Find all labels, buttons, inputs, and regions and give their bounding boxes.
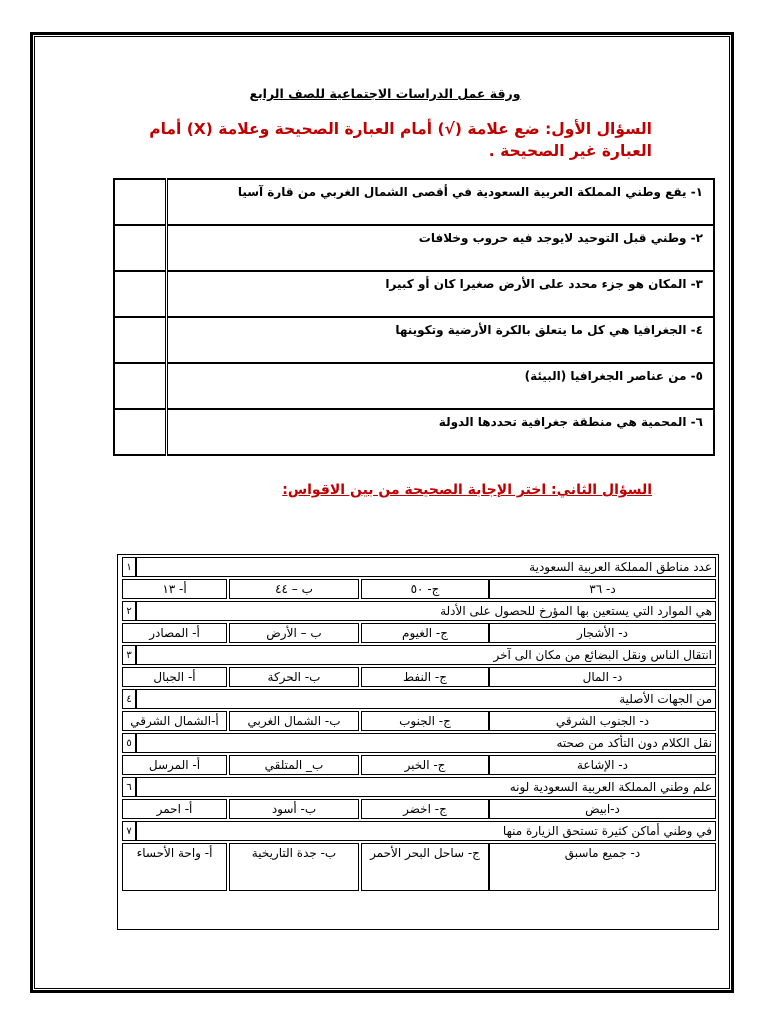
statement-row [114, 225, 714, 271]
question-text: نقل الكلام دون التأكد من صحته [136, 733, 716, 753]
statement-text: ٤- الجغرافيا هي كل ما يتعلق بالكرة الأرضية وتكوينها [167, 317, 715, 363]
option-b[interactable]: ب – الأرض [229, 623, 359, 643]
question-number: ٣ [122, 645, 136, 665]
answer-box[interactable] [114, 409, 167, 455]
mcq-options-row [120, 623, 716, 643]
statement-row [114, 363, 714, 409]
statement-text: ٣- المكان هو جزء محدد على الأرض صغيرا كان أو كبيرا [167, 271, 715, 317]
option-c[interactable]: ج- ٥٠ [361, 579, 489, 599]
question-number: ١ [122, 557, 136, 577]
question-number: ٧ [122, 821, 136, 841]
statement-row [114, 271, 714, 317]
answer-box[interactable] [114, 271, 167, 317]
option-c[interactable]: ج- ساحل البحر الأحمر [361, 843, 489, 891]
answer-box[interactable] [114, 225, 167, 271]
mcq-question-row [120, 821, 716, 841]
mcq-question-row [120, 557, 716, 577]
question-text: من الجهات الأصلية [136, 689, 716, 709]
option-a[interactable]: أ- الجبال [122, 667, 227, 687]
question-text: في وطني أماكن كثيرة تستحق الزيارة منها [136, 821, 716, 841]
option-a[interactable]: أ- واحة الأحساء [122, 843, 227, 891]
option-d[interactable]: د- جميع ماسبق [489, 843, 716, 891]
option-b[interactable]: ب – ٤٤ [229, 579, 359, 599]
question-number: ٢ [122, 601, 136, 621]
question-text: انتقال الناس ونقل البضائع من مكان الى آخر [136, 645, 716, 665]
option-d[interactable]: د- ٣٦ [489, 579, 716, 599]
question-number: ٦ [122, 777, 136, 797]
mcq-options-row [120, 843, 716, 891]
option-d[interactable]: د- الإشاعة [489, 755, 716, 775]
question1-heading: السؤال الأول: ضع علامة (√) أمام العبارة الصحيحة وعلامة (X) أمام العبارة غير الصحيحة . [149, 120, 652, 160]
mcq-options-row [120, 755, 716, 775]
option-d[interactable]: د- المال [489, 667, 716, 687]
option-a[interactable]: أ-الشمال الشرقي [122, 711, 227, 731]
question-text: علم وطني المملكة العربية السعودية لونه [136, 777, 716, 797]
statement-row [114, 409, 714, 455]
option-b[interactable]: ب- الشمال الغربي [229, 711, 359, 731]
mcq-question-row [120, 645, 716, 665]
mcq-options-row [120, 579, 716, 599]
statement-text: ٦- المحمية هي منطقة جغرافية تحددها الدولة [167, 409, 715, 455]
option-b[interactable]: ب- الحركة [229, 667, 359, 687]
option-a[interactable]: أ- المصادر [122, 623, 227, 643]
mcq-options-row [120, 667, 716, 687]
question-text: عدد مناطق المملكة العربية السعودية [136, 557, 716, 577]
option-d[interactable]: د- الأشجار [489, 623, 716, 643]
statement-row [114, 179, 714, 225]
option-b[interactable]: ب- جدة التاريخية [229, 843, 359, 891]
option-a[interactable]: أ- احمر [122, 799, 227, 819]
statement-text: ٥- من عناصر الجغرافيا (البيئة) [167, 363, 715, 409]
mcq-question-row [120, 689, 716, 709]
answer-box[interactable] [114, 317, 167, 363]
option-c[interactable]: ج- اخضر [361, 799, 489, 819]
question2-table [117, 554, 719, 930]
option-c[interactable]: ج- النفط [361, 667, 489, 687]
question1-table [113, 178, 715, 456]
question-text: هي الموارد التي يستعين بها المؤرخ للحصول على الأدلة [136, 601, 716, 621]
mcq-question-row [120, 777, 716, 797]
answer-box[interactable] [114, 363, 167, 409]
worksheet-title: ورقة عمل الدراسات الاجتماعية للصف الرابع [249, 86, 521, 101]
mcq-options-row [120, 799, 716, 819]
question2-heading: السؤال الثاني: اختر الإجابة الصحيحة من بين الاقواس: [282, 482, 652, 498]
option-c[interactable]: ج- الجنوب [361, 711, 489, 731]
option-a[interactable]: أ- المرسل [122, 755, 227, 775]
option-c[interactable]: ج- الخبر [361, 755, 489, 775]
statement-row [114, 317, 714, 363]
answer-box[interactable] [114, 179, 167, 225]
option-c[interactable]: ج- الغيوم [361, 623, 489, 643]
mcq-question-row [120, 601, 716, 621]
question-number: ٤ [122, 689, 136, 709]
option-b[interactable]: ب- أسود [229, 799, 359, 819]
mcq-options-row [120, 711, 716, 731]
question-number: ٥ [122, 733, 136, 753]
option-d[interactable]: د-ابيض [489, 799, 716, 819]
option-b[interactable]: ب_ المتلقي [229, 755, 359, 775]
option-a[interactable]: أ- ١٣ [122, 579, 227, 599]
statement-text: ١- يقع وطني المملكة العربية السعودية في أقصى الشمال الغربي من قارة آسيا [167, 179, 715, 225]
option-d[interactable]: د- الجنوب الشرقي [489, 711, 716, 731]
mcq-question-row [120, 733, 716, 753]
statement-text: ٢- وطني قبل التوحيد لايوجد فيه حروب وخلافات [167, 225, 715, 271]
